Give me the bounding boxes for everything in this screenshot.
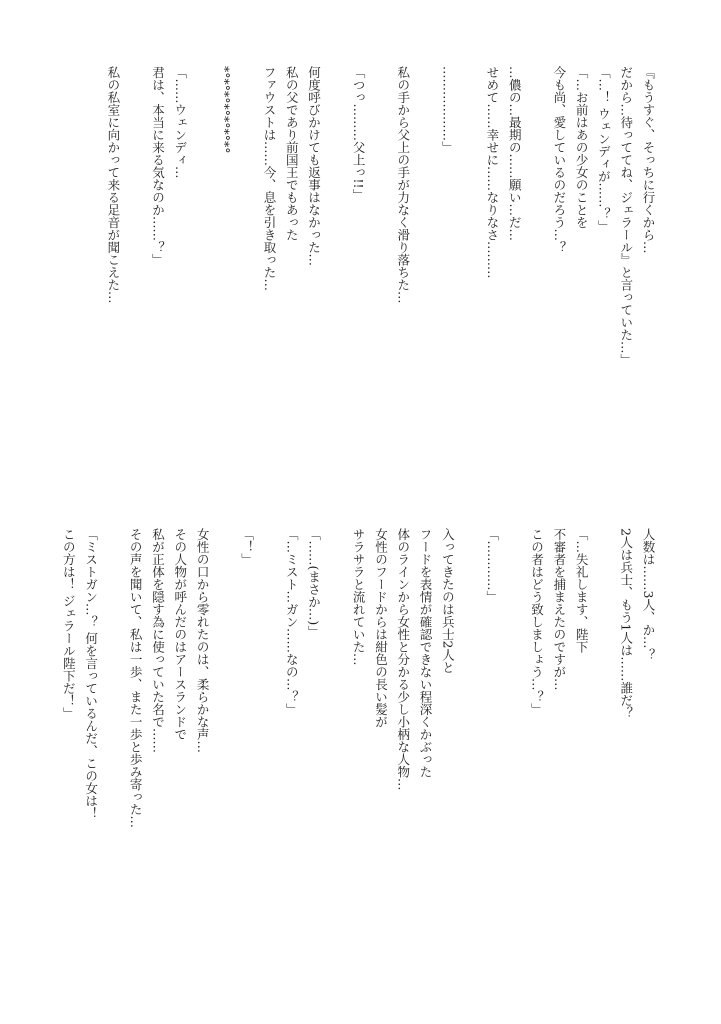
top-text-line: 『もうすぐ、そっちに行くから… [641, 66, 656, 254]
bottom-text-line: この方は！ ジェラール陛下だ！」 [61, 528, 77, 720]
top-text-line: 「…お前はあの少女のことを [574, 66, 590, 229]
bottom-text-line [325, 528, 347, 968]
top-text-line: ファウストは……今、息を引き取った… [261, 66, 277, 291]
bottom-text-line: 「！」 [239, 528, 255, 566]
bottom-text-line: 「…………」 [484, 528, 500, 603]
top-text-line [124, 66, 146, 506]
top-text-line [191, 66, 213, 506]
top-text-line [525, 66, 547, 506]
top-text-line: 君は、本当に来る気なのか……？」 [150, 66, 166, 266]
bottom-text-line: 「ミストガン…？ 何を言っているんだ、この女は！ [83, 528, 99, 820]
top-text-line: 「つっ………父上っ!!」 [351, 66, 367, 202]
top-text-column-block [102, 66, 659, 506]
bottom-text-line: この者はどう致しましょう…？」 [529, 528, 545, 716]
bottom-text-line [213, 528, 235, 968]
bottom-text-line: 不審者を捕まえたのですが… [551, 528, 567, 691]
top-text-line [369, 66, 391, 506]
bottom-text-line: その声を聞いて、私は一歩、また一歩と歩み寄った… [128, 528, 144, 828]
bottom-text-line: その人物が呼んだのはアースランドで [172, 528, 188, 741]
top-text-line: せめて……幸せに……なりなさ……… [484, 66, 500, 279]
top-text-line: 「……ウェンディ… [172, 66, 188, 179]
top-text-line: 「…！ ウェンディが……？」 [596, 66, 612, 233]
top-text-line [325, 66, 347, 506]
top-text-line: ………………」 [440, 66, 456, 154]
top-text-line: 私の手から父上の手が力なく滑り落ちた… [395, 66, 411, 304]
top-text-line [414, 66, 436, 506]
top-text-line: 私の父であり前国王でもあった [284, 66, 300, 241]
top-text-line: 何度呼びかけても返事はなかった… [306, 66, 322, 266]
bottom-text-line: 女性の口から零れたのは、柔らかな声… [195, 528, 211, 753]
bottom-text-line: 2人は兵士、もう1人は……誰だ？ [618, 528, 634, 719]
top-text-line [235, 66, 257, 506]
bottom-text-line [102, 528, 124, 968]
top-text-line: だから…待っててね、ジェラール』と言っていた…」 [618, 66, 634, 366]
bottom-text-line: 「…ミスト…ガン……なの…？」 [284, 528, 300, 716]
bottom-text-line: サラサラと流れていた… [351, 528, 367, 666]
bottom-text-line: 人数は……3人、か…？ [641, 528, 656, 661]
bottom-text-line: 「…失礼します、陛下 [574, 528, 590, 653]
top-text-line: 私の私室に向かって来る足音が聞こえた… [105, 66, 121, 304]
bottom-text-line [258, 528, 280, 968]
bottom-text-line [503, 528, 525, 968]
bottom-text-line [458, 528, 480, 968]
top-text-line: 今も尚、愛しているのだろう…？ [551, 66, 567, 254]
top-text-line: *°*°*°*°*°*°*° [217, 66, 233, 154]
bottom-text-line: 「……(まさか…)」 [306, 528, 322, 638]
bottom-text-line: 入ってきたのは兵士2人と [440, 528, 456, 674]
bottom-text-line: 私が正体を隠す為に使っていた名で…… [150, 528, 166, 753]
bottom-text-line: 体のラインから女性と分かる少し小柄な人物… [395, 528, 411, 791]
bottom-text-line: 女性のフードからは紺色の長い髪が [373, 528, 389, 728]
top-text-line: …儂の…最期の……願い…だ… [507, 66, 523, 241]
bottom-text-column-block [57, 528, 659, 968]
top-text-line [458, 66, 480, 506]
bottom-text-line [592, 528, 614, 968]
bottom-text-line: フードを表情が確認できない程深くかぶった [418, 528, 434, 778]
